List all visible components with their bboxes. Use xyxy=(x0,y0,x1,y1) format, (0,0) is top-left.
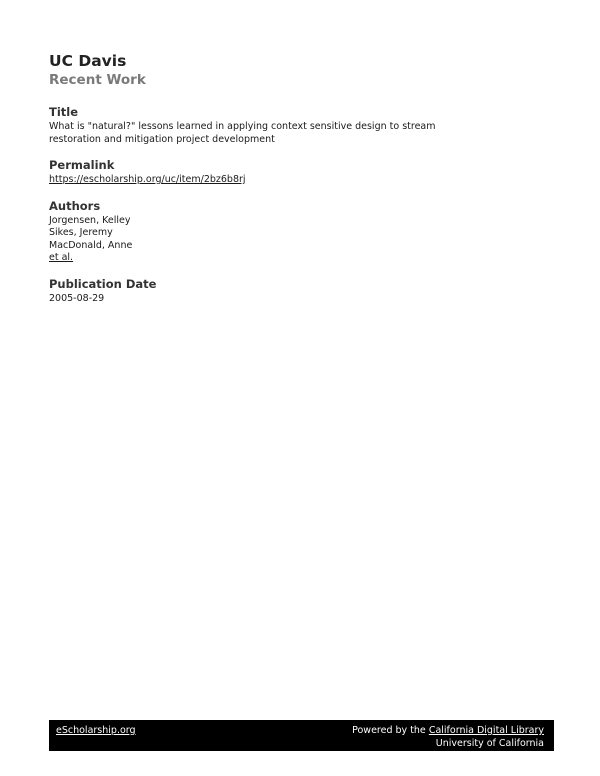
title-text xyxy=(49,121,554,146)
document-cover xyxy=(49,52,554,317)
authors-section xyxy=(49,199,554,265)
authors-list xyxy=(49,215,554,265)
publication-date-section xyxy=(49,277,554,306)
permalink-heading: Permalink xyxy=(49,158,115,172)
powered-by-text: Powered by the xyxy=(352,725,429,736)
title-heading: Title xyxy=(49,105,79,119)
permalink-link[interactable]: https://escholarship.org/uc/item/2bz6b8rj xyxy=(49,174,246,185)
publication-date-value: 2005-08-29 xyxy=(49,292,105,304)
footer-right xyxy=(352,724,544,750)
permalink-body xyxy=(49,174,554,187)
footer-bar xyxy=(49,720,554,751)
title-section xyxy=(49,105,554,146)
author-1: Jorgensen, Kelley xyxy=(49,214,131,226)
author-2: Sikes, Jeremy xyxy=(49,227,113,238)
series-name: Recent Work xyxy=(49,72,146,88)
cdl-link[interactable]: California Digital Library xyxy=(428,725,544,736)
campus-name: UC Davis xyxy=(49,52,127,70)
author-3: MacDonald, Anne xyxy=(49,239,133,251)
authors-heading: Authors xyxy=(49,198,101,213)
footer-left xyxy=(56,724,136,737)
powered-by-line xyxy=(352,724,544,737)
publication-date-heading: Publication Date xyxy=(49,276,157,291)
permalink-section xyxy=(49,158,554,187)
title-line-1: What is "natural?" lessons learned in applying context sensitive design to stream xyxy=(49,121,436,132)
more-authors-link[interactable]: et al. xyxy=(49,252,74,263)
title-line-2: restoration and mitigation project development xyxy=(49,133,275,145)
institution-name: University of California xyxy=(435,738,544,749)
escholarship-link[interactable]: eScholarship.org xyxy=(56,725,136,736)
